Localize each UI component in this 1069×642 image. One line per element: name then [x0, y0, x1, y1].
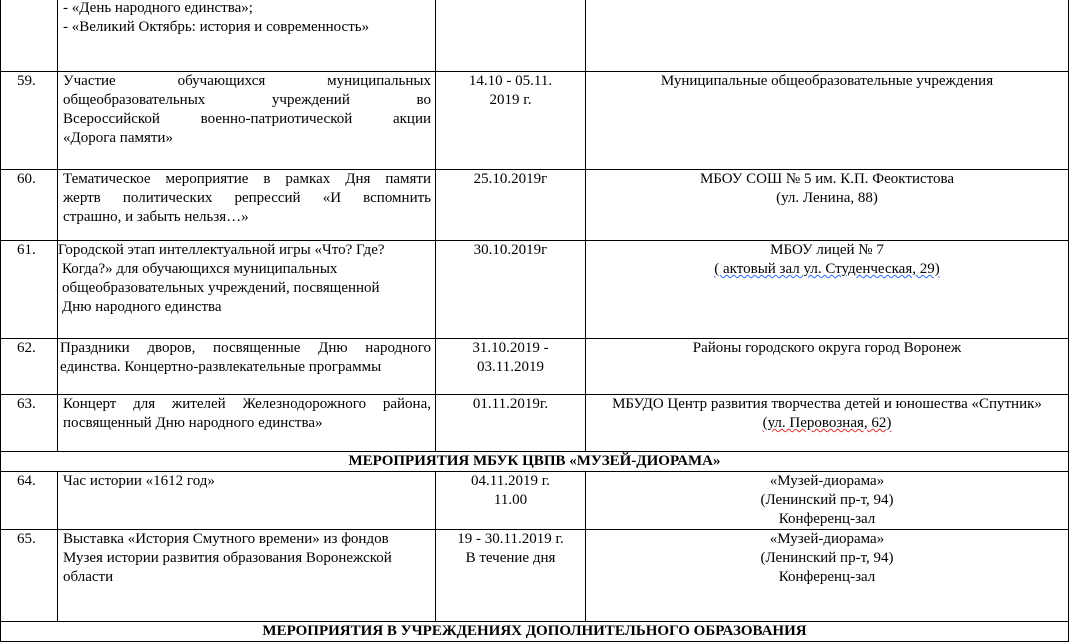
- date-cell: [436, 0, 586, 72]
- event-line: общеобразовательных учреждений во: [63, 92, 431, 108]
- table-row: [1, 339, 1069, 395]
- place-cell: [586, 241, 1069, 339]
- date-line: 30.10.2019г: [473, 242, 548, 258]
- event-line: жертв политических репрессий «И вспомнить: [63, 190, 431, 206]
- event-cell: [58, 395, 436, 452]
- section-title: МЕРОПРИЯТИЯ В УЧРЕЖДЕНИЯХ ДОПОЛНИТЕЛЬНОГО ОБРАЗОВАНИЯ: [1, 622, 1069, 642]
- date-cell: [436, 395, 586, 452]
- date-cell: [436, 241, 586, 339]
- place-cell: [586, 72, 1069, 170]
- place-line: «Музей-диорама»: [769, 473, 885, 489]
- place-line: [586, 260, 1068, 279]
- place-line-text: ( актовый зал ул. Студенческая, 29): [714, 261, 940, 277]
- row-number: 63.: [1, 395, 58, 452]
- event-line: - «Великий Октябрь: история и современность»: [63, 19, 370, 35]
- place-line-text: (ул. Перовозная, 62): [762, 415, 892, 431]
- event-line: страшно, и забыть нельзя…»: [63, 209, 249, 225]
- date-line: 01.11.2019г.: [472, 396, 549, 412]
- table-row: [1, 0, 1069, 72]
- place-cell: [586, 339, 1069, 395]
- num-cell: [1, 0, 58, 72]
- date-cell: [436, 530, 586, 622]
- date-line: 03.11.2019: [477, 359, 544, 375]
- date-line: 25.10.2019г: [473, 171, 548, 187]
- row-number: 59.: [1, 72, 58, 170]
- event-line: Концерт для жителей Железнодорожного района,: [63, 396, 431, 412]
- table-row: [1, 530, 1069, 622]
- date-line: 11.00: [493, 492, 528, 508]
- table-row: [1, 241, 1069, 339]
- event-cell: [58, 472, 436, 530]
- place-line: [586, 414, 1068, 433]
- event-line: Музея истории развития образования Воронежской: [63, 550, 392, 566]
- row-number: 61.: [1, 241, 58, 339]
- place-line: МБОУ лицей № 7: [770, 242, 884, 258]
- place-line: МБОУ СОШ № 5 им. К.П. Феоктистова: [699, 171, 955, 187]
- table-row: [1, 472, 1069, 530]
- date-cell: [436, 472, 586, 530]
- event-cell: [58, 0, 436, 72]
- table-row: [1, 395, 1069, 452]
- place-cell: [586, 472, 1069, 530]
- place-line: Конференц-зал: [778, 511, 876, 527]
- place-line: (ул. Ленина, 88): [776, 190, 878, 206]
- event-cell: [58, 241, 436, 339]
- date-cell: [436, 339, 586, 395]
- place-line: МБУДО Центр развития творчества детей и юношества «Спутник»: [612, 396, 1042, 412]
- event-line: Выставка «История Смутного времени» из фондов: [63, 531, 389, 547]
- date-line: 31.10.2019 -: [472, 340, 549, 356]
- row-number: 65.: [1, 530, 58, 622]
- event-cell: [58, 530, 436, 622]
- section-title: МЕРОПРИЯТИЯ МБУК ЦВПВ «МУЗЕЙ-ДИОРАМА»: [1, 452, 1069, 472]
- event-line: Когда?» для обучающихся муниципальных: [62, 261, 338, 277]
- place-cell: [586, 0, 1069, 72]
- event-line: Участие обучающихся муниципальных: [63, 73, 431, 89]
- event-line: области: [63, 569, 114, 585]
- date-line: 19 - 30.11.2019 г.: [457, 531, 564, 547]
- date-cell: [436, 170, 586, 241]
- place-line: Конференц-зал: [778, 569, 876, 585]
- event-cell: [58, 170, 436, 241]
- event-line: Всероссийской военно-патриотической акции: [63, 111, 431, 127]
- row-number: 60.: [1, 170, 58, 241]
- place-cell: [586, 170, 1069, 241]
- place-line: (Ленинский пр-т, 94): [760, 492, 894, 508]
- place-line: Районы городского округа город Воронеж: [692, 340, 962, 356]
- event-line: Праздники дворов, посвященные Дню народного: [60, 340, 431, 356]
- event-cell: [58, 72, 436, 170]
- event-line: Дню народного единства: [62, 299, 222, 315]
- table-row: [1, 72, 1069, 170]
- event-line: Час истории «1612 год»: [63, 473, 215, 489]
- date-line: 14.10 - 05.11.: [468, 73, 553, 89]
- event-line: «Дорога памяти»: [63, 130, 173, 146]
- section-header-row: [1, 452, 1069, 472]
- row-number: 62.: [1, 339, 58, 395]
- event-cell: [58, 339, 436, 395]
- date-cell: [436, 72, 586, 170]
- row-number: 64.: [1, 472, 58, 530]
- place-cell: [586, 530, 1069, 622]
- event-line: Городской этап интеллектуальной игры «Что? Где?: [58, 242, 385, 258]
- place-line: «Музей-диорама»: [769, 531, 885, 547]
- event-line: Тематическое мероприятие в рамках Дня памяти: [63, 171, 431, 187]
- date-line: 04.11.2019 г.: [471, 473, 550, 489]
- place-cell: [586, 395, 1069, 452]
- place-line: Муниципальные общеобразовательные учреждения: [660, 73, 994, 89]
- event-line: посвященный Дню народного единства»: [63, 415, 323, 431]
- event-line: общеобразовательных учреждений, посвященной: [62, 280, 380, 296]
- event-line: - «День народного единства»;: [63, 0, 253, 16]
- date-line: В течение дня: [465, 550, 556, 566]
- place-line: (Ленинский пр-т, 94): [760, 550, 894, 566]
- date-line: 2019 г.: [489, 92, 532, 108]
- table-row: [1, 170, 1069, 241]
- event-line: единства. Концертно-развлекательные программы: [60, 359, 382, 375]
